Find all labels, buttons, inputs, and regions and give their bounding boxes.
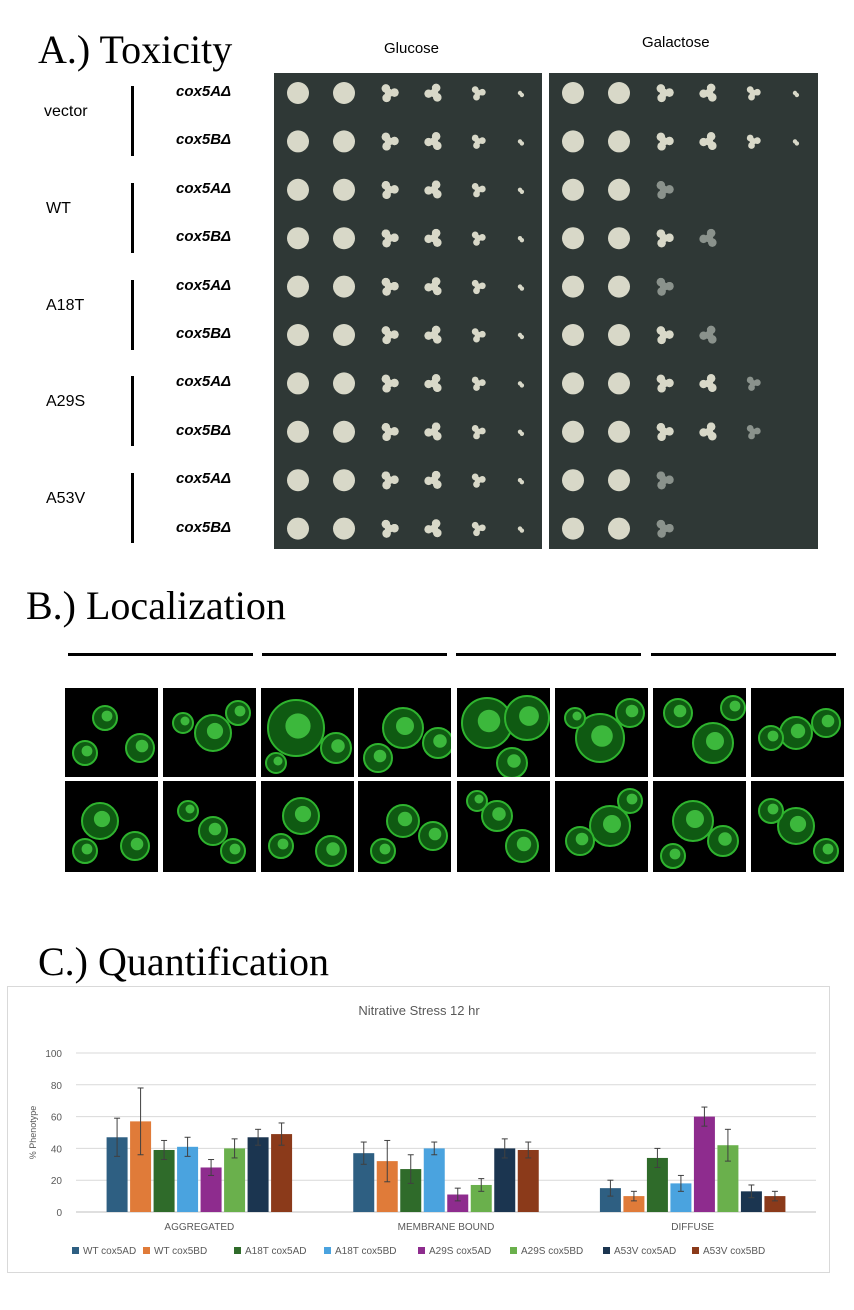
yeast-spot xyxy=(333,130,355,152)
legend-item xyxy=(72,1246,136,1257)
yeast-colony-cluster xyxy=(699,84,716,102)
yeast-colony-cluster xyxy=(382,471,399,489)
yeast-colony-cluster xyxy=(518,188,524,194)
yeast-spot xyxy=(287,518,309,540)
yeast-colony-cluster xyxy=(424,374,441,392)
yeast-colony-cluster xyxy=(747,135,761,149)
yeast-spot xyxy=(287,227,309,249)
allele-label: cox5AΔ xyxy=(176,470,232,488)
microscopy-image xyxy=(163,781,256,872)
yeast-spot xyxy=(287,130,309,152)
microscopy-image xyxy=(457,688,550,777)
fluorescent-cells xyxy=(555,688,648,777)
fluorescent-cells xyxy=(457,688,550,777)
fluorescent-cells xyxy=(751,688,844,777)
yeast-colony-cluster xyxy=(699,132,716,150)
yeast-spot xyxy=(562,324,584,346)
yeast-colony-cluster xyxy=(424,277,441,295)
legend-swatch xyxy=(603,1247,610,1254)
microscopy-image xyxy=(653,781,746,872)
yeast-colony-cluster xyxy=(424,84,441,102)
yeast-colony-cluster xyxy=(424,229,441,247)
legend-item xyxy=(234,1246,307,1257)
legend-swatch xyxy=(418,1247,425,1254)
bar xyxy=(694,1117,715,1212)
legend-swatch xyxy=(510,1247,517,1254)
yeast-spot xyxy=(287,324,309,346)
yeast-colony-cluster xyxy=(382,520,399,538)
microscopy-image xyxy=(751,781,844,872)
legend-label: A18T cox5AD xyxy=(245,1246,307,1257)
y-tick-label: 80 xyxy=(50,1080,62,1092)
y-axis-label: % Phenotype xyxy=(28,1105,38,1160)
yeast-spot xyxy=(287,372,309,394)
microscopy-image xyxy=(358,688,451,777)
yeast-spot xyxy=(608,179,630,201)
panel-b-title: B.) Localization xyxy=(26,583,286,628)
yeast-spot xyxy=(562,276,584,298)
group-line-1 xyxy=(68,653,253,656)
fluorescent-cells xyxy=(163,688,256,777)
yeast-colony-cluster xyxy=(657,423,674,441)
yeast-spot xyxy=(287,276,309,298)
fluorescent-cells xyxy=(358,688,451,777)
allele-label: cox5AΔ xyxy=(176,179,232,197)
fluorescent-cells xyxy=(65,781,158,872)
strain-label: A53V xyxy=(46,490,86,508)
yeast-colony-cluster xyxy=(424,423,441,441)
legend-item xyxy=(692,1246,765,1257)
y-tick-label: 20 xyxy=(50,1176,62,1188)
legend-label: A53V cox5AD xyxy=(614,1246,677,1257)
galactose-spot-grid xyxy=(549,73,818,549)
strain-bracket xyxy=(131,280,134,350)
yeast-spot xyxy=(562,469,584,491)
strain-label: A29S xyxy=(46,393,86,411)
microscopy-image xyxy=(65,688,158,777)
yeast-colony-cluster xyxy=(699,229,716,247)
allele-label: cox5BΔ xyxy=(176,421,232,439)
allele-label: cox5BΔ xyxy=(176,518,232,536)
strain-label: A18T xyxy=(46,296,85,314)
strain-bracket xyxy=(131,86,134,156)
legend-swatch xyxy=(324,1247,331,1254)
yeast-spot xyxy=(333,372,355,394)
galactose-plate xyxy=(549,73,818,549)
yeast-colony-cluster xyxy=(424,471,441,489)
panel-c-title: C.) Quantification xyxy=(38,939,330,984)
y-tick-label: 100 xyxy=(45,1049,62,1060)
category-label: MEMBRANE BOUND xyxy=(397,1222,495,1233)
microscopy-image xyxy=(261,688,354,777)
allele-label: cox5AΔ xyxy=(176,373,232,391)
yeast-spot xyxy=(333,421,355,443)
yeast-spot xyxy=(608,227,630,249)
microscopy-image xyxy=(457,781,550,872)
yeast-spot xyxy=(287,469,309,491)
yeast-colony-cluster xyxy=(472,135,486,149)
yeast-colony-cluster xyxy=(793,91,799,97)
legend-swatch xyxy=(692,1247,699,1254)
yeast-spot xyxy=(608,469,630,491)
fluorescent-cells xyxy=(358,781,451,872)
yeast-colony-cluster xyxy=(657,375,674,393)
y-tick-label: 60 xyxy=(50,1112,62,1124)
yeast-spot xyxy=(562,82,584,104)
yeast-colony-cluster xyxy=(518,478,524,484)
y-tick-label: 0 xyxy=(56,1208,62,1219)
legend-label: WT cox5BD xyxy=(154,1246,208,1257)
fluorescent-cells xyxy=(653,688,746,777)
microscopy-image xyxy=(358,781,451,872)
legend-item xyxy=(603,1246,676,1257)
legend-item xyxy=(143,1246,207,1257)
yeast-colony-cluster xyxy=(518,381,524,387)
yeast-spot xyxy=(562,372,584,394)
yeast-colony-cluster xyxy=(382,84,399,102)
yeast-spot xyxy=(333,227,355,249)
yeast-spot xyxy=(333,82,355,104)
strain-label: vector xyxy=(44,103,88,120)
legend-item xyxy=(510,1246,583,1257)
yeast-colony-cluster xyxy=(472,280,486,294)
yeast-colony-cluster xyxy=(518,526,524,532)
yeast-colony-cluster xyxy=(657,133,674,151)
yeast-colony-cluster xyxy=(424,519,441,537)
yeast-colony-cluster xyxy=(472,522,486,536)
microscopy-image xyxy=(555,688,648,777)
yeast-colony-cluster xyxy=(657,520,674,538)
yeast-spot xyxy=(608,324,630,346)
microscopy-image xyxy=(751,688,844,777)
yeast-colony-cluster xyxy=(518,430,524,436)
legend-swatch xyxy=(234,1247,241,1254)
bar xyxy=(424,1148,445,1212)
yeast-colony-cluster xyxy=(518,236,524,242)
fluorescent-cells xyxy=(457,781,550,872)
yeast-colony-cluster xyxy=(382,326,399,344)
fluorescent-cells xyxy=(261,688,354,777)
legend-label: A29S cox5AD xyxy=(429,1246,492,1257)
microscopy-image xyxy=(163,688,256,777)
yeast-colony-cluster xyxy=(747,86,761,100)
yeast-colony-cluster xyxy=(657,84,674,102)
yeast-spot xyxy=(608,276,630,298)
yeast-colony-cluster xyxy=(518,139,524,145)
glucose-spot-grid xyxy=(274,73,542,549)
yeast-colony-cluster xyxy=(699,326,716,344)
yeast-spot xyxy=(287,179,309,201)
yeast-spot xyxy=(333,469,355,491)
yeast-spot xyxy=(608,82,630,104)
yeast-colony-cluster xyxy=(424,326,441,344)
yeast-colony-cluster xyxy=(472,231,486,245)
yeast-colony-cluster xyxy=(424,181,441,199)
yeast-colony-cluster xyxy=(657,471,674,489)
yeast-colony-cluster xyxy=(472,473,486,487)
fluorescent-cells xyxy=(65,688,158,777)
glucose-label: Glucose xyxy=(384,40,440,57)
yeast-colony-cluster xyxy=(518,284,524,290)
bar-chart xyxy=(8,987,831,1274)
yeast-colony-cluster xyxy=(657,229,674,247)
legend-swatch xyxy=(143,1247,150,1254)
legend-label: WT cox5AD xyxy=(83,1246,137,1257)
yeast-colony-cluster xyxy=(747,377,761,391)
galactose-label: Galactose xyxy=(642,34,710,51)
yeast-colony-cluster xyxy=(472,86,486,100)
panel-a-title: A.) Toxicity xyxy=(38,27,233,72)
fluorescent-cells xyxy=(163,781,256,872)
yeast-spot xyxy=(608,130,630,152)
yeast-spot xyxy=(333,518,355,540)
bar xyxy=(518,1150,539,1212)
yeast-colony-cluster xyxy=(382,181,399,199)
legend-label: A29S cox5BD xyxy=(521,1246,584,1257)
allele-label: cox5AΔ xyxy=(176,276,232,294)
yeast-spot xyxy=(608,372,630,394)
microscopy-image xyxy=(653,688,746,777)
yeast-colony-cluster xyxy=(518,333,524,339)
yeast-colony-cluster xyxy=(699,374,716,392)
microscopy-image xyxy=(555,781,648,872)
allele-label: cox5BΔ xyxy=(176,228,232,246)
glucose-plate xyxy=(274,73,542,549)
allele-label: cox5BΔ xyxy=(176,325,232,342)
allele-label: cox5BΔ xyxy=(176,131,232,149)
allele-label: cox5AΔ xyxy=(176,83,232,100)
yeast-colony-cluster xyxy=(472,183,486,197)
yeast-spot xyxy=(608,421,630,443)
legend-swatch xyxy=(72,1247,79,1254)
yeast-colony-cluster xyxy=(518,91,524,97)
yeast-colony-cluster xyxy=(699,423,716,441)
fluorescent-cells xyxy=(751,781,844,872)
yeast-spot xyxy=(287,82,309,104)
fluorescent-cells xyxy=(653,781,746,872)
yeast-colony-cluster xyxy=(382,133,399,151)
bar xyxy=(271,1134,292,1212)
yeast-colony-cluster xyxy=(747,425,761,439)
legend-item xyxy=(324,1246,397,1257)
yeast-spot xyxy=(333,276,355,298)
legend-label: A18T cox5BD xyxy=(335,1246,397,1257)
yeast-colony-cluster xyxy=(472,328,486,342)
yeast-colony-cluster xyxy=(382,229,399,247)
strain-bracket xyxy=(131,473,134,543)
yeast-colony-cluster xyxy=(657,326,674,344)
yeast-colony-cluster xyxy=(657,278,674,296)
yeast-spot xyxy=(562,421,584,443)
fluorescent-cells xyxy=(555,781,648,872)
yeast-colony-cluster xyxy=(793,139,799,145)
yeast-colony-cluster xyxy=(472,425,486,439)
yeast-spot xyxy=(562,227,584,249)
yeast-spot xyxy=(562,179,584,201)
yeast-colony-cluster xyxy=(382,375,399,393)
yeast-colony-cluster xyxy=(472,377,486,391)
group-line-3 xyxy=(456,653,641,656)
yeast-spot xyxy=(333,179,355,201)
yeast-spot xyxy=(333,324,355,346)
chart-frame xyxy=(7,986,830,1273)
y-tick-label: 40 xyxy=(50,1144,62,1156)
legend-item xyxy=(418,1246,491,1257)
category-label: AGGREGATED xyxy=(164,1222,235,1233)
bar xyxy=(248,1137,269,1212)
chart-title: Nitrative Stress 12 hr xyxy=(358,1003,480,1018)
yeast-spot xyxy=(287,421,309,443)
yeast-spot xyxy=(562,518,584,540)
group-line-2 xyxy=(262,653,447,656)
category-label: DIFFUSE xyxy=(671,1222,715,1233)
yeast-spot xyxy=(562,130,584,152)
yeast-colony-cluster xyxy=(424,132,441,150)
strain-bracket xyxy=(131,183,134,253)
yeast-colony-cluster xyxy=(382,278,399,296)
legend-label: A53V cox5BD xyxy=(703,1246,766,1257)
yeast-colony-cluster xyxy=(382,423,399,441)
yeast-spot xyxy=(608,518,630,540)
group-line-4 xyxy=(651,653,836,656)
strain-label: WT xyxy=(46,199,71,217)
fluorescent-cells xyxy=(261,781,354,872)
microscopy-image xyxy=(261,781,354,872)
microscopy-image xyxy=(65,781,158,872)
yeast-colony-cluster xyxy=(657,181,674,199)
strain-bracket xyxy=(131,376,134,446)
